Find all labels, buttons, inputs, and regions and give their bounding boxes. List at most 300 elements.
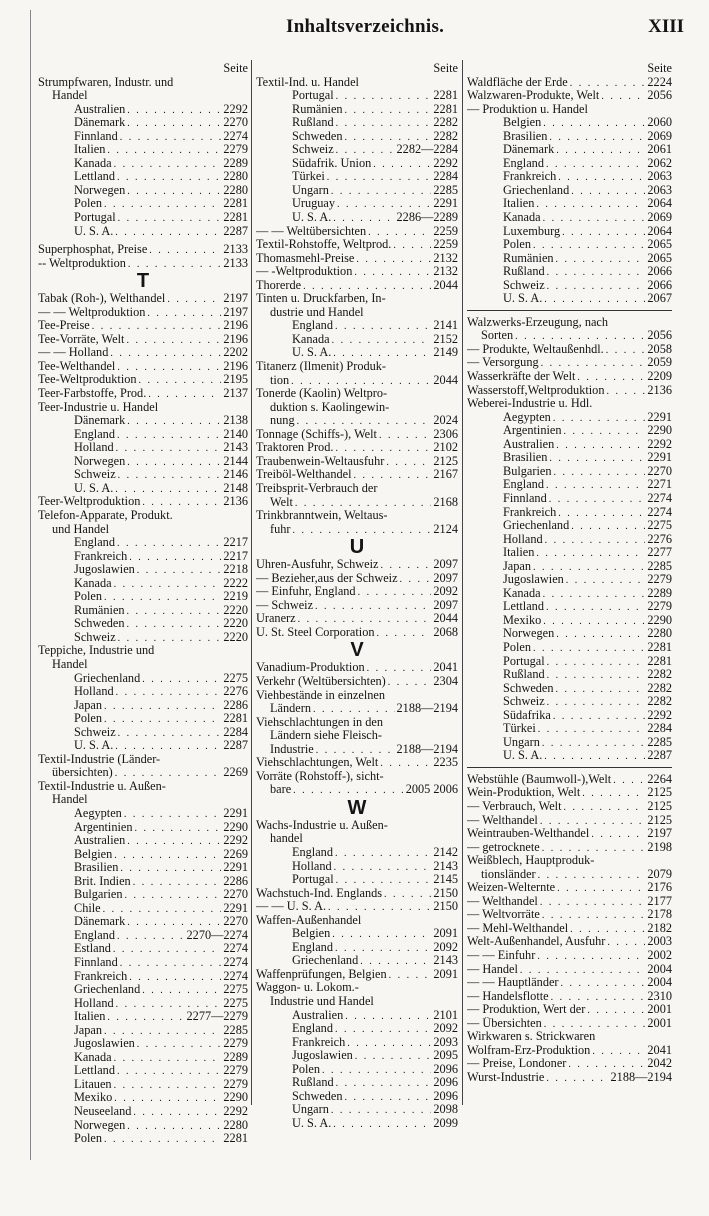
entry-page-number: 2044 [433,373,458,387]
entry-label: Waldfläche der Erde [467,75,568,89]
dot-leader [114,1052,222,1065]
entry-page-number: 2284 [647,722,672,736]
index-entry [256,374,458,388]
index-entry [256,509,458,523]
entry-label: Türkei [503,722,536,736]
dot-leader [544,750,645,763]
entry-page-number: 2056 [647,89,672,103]
index-entry [38,644,248,658]
dot-leader [368,226,431,239]
index-entry [38,821,248,835]
dot-leader [137,564,222,577]
entry-label: Polen [74,712,103,726]
entry-page-number: 2285 [433,183,458,197]
index-entry [38,306,248,320]
entry-page-number: 2137 [223,387,248,401]
index-entry [467,935,672,949]
dot-leader [328,901,431,914]
entry-page-number: 2152 [433,332,458,346]
index-entry [467,614,672,628]
entry-page-number: 2292 [223,834,248,848]
entry-page-number: 2279 [223,143,248,157]
entry-page-number: 2290 [647,613,672,627]
dot-leader [571,520,645,533]
index-entry [38,346,248,360]
entry-label: Tee-Vorräte, Welt [38,332,125,346]
index-entry [467,627,672,641]
entry-page-number: 2276 [223,685,248,699]
index-entry [38,848,248,862]
index-entry [256,319,458,333]
entry-label: Holland [503,532,543,546]
dot-leader [556,253,646,266]
dot-leader [544,1018,646,1031]
dot-leader [303,280,431,293]
index-entry [467,465,672,479]
entry-label: Kanada [74,576,112,590]
entry-label: Südafrik. Union [292,156,372,170]
index-entry [38,793,248,807]
entry-label: Uranerz [256,612,296,626]
index-entry [38,875,248,889]
entry-label: Kanada [292,332,330,346]
entry-page-number: 2097 [433,558,458,572]
index-entry [38,333,248,347]
entry-label: Wachs-Industrie u. Außen- [256,818,388,832]
entry-label: Tee-Preise [38,319,90,333]
entry-label: duktion s. Kaolingewin- [270,400,390,414]
entry-label: Wolfram-Erz-Produktion [467,1043,591,1057]
entry-label: Wurst-Industrie [467,1070,545,1084]
entry-label: Brasilien [74,861,119,875]
entry-label: Griechenland [74,671,141,685]
dot-leader [322,1064,431,1077]
section-letter: V [350,639,364,662]
entry-page-number: 2056 [647,329,672,343]
dot-leader [149,244,221,257]
index-entry [256,626,458,640]
dot-leader [549,493,646,506]
entry-page-number: 2289 [223,156,248,170]
dot-leader [331,1104,432,1117]
index-entry [467,546,672,560]
index-entry [38,414,248,428]
dot-leader [117,361,221,374]
dot-leader [117,537,221,550]
dot-leader [127,916,221,929]
index-entry [467,1044,672,1058]
entry-label: Italien [74,143,106,157]
entry-page-number: 2275 [647,519,672,533]
entry-page-number: 2041 [433,661,458,675]
entry-label: Aegypten [74,806,122,820]
index-entry [467,881,672,895]
entry-label: Kanada [74,156,112,170]
index-entry [38,468,248,482]
entry-label: — getrocknete [467,840,540,854]
index-entry [467,292,672,306]
entry-page-number: 2290 [223,820,248,834]
section-rule [467,767,672,768]
index-entry [467,492,672,506]
entry-label: Lettland [74,170,115,184]
entry-label: U. S. A. [503,749,543,763]
index-entry [467,438,672,452]
entry-label: — — Holland [38,346,109,360]
entry-label: Tinten u. Druckfarben, In- [256,292,386,306]
index-entry [256,103,458,117]
dot-leader [104,1025,221,1038]
index-entry [38,766,248,780]
entry-label: Wirkwaren s. Strickwaren [467,1030,596,1044]
index-entry [256,116,458,130]
index-entry [38,550,248,564]
entry-page-number: 2005 2006 [405,783,458,797]
index-entry [256,76,458,90]
dot-leader [118,212,222,225]
page-number: XIII [648,16,684,37]
dot-leader [333,1118,431,1131]
dot-leader [570,923,645,936]
dot-leader [556,683,646,696]
entry-page-number: 2069 [647,211,672,225]
entry-label: Polen [74,590,103,604]
dot-leader [114,1092,221,1105]
entry-label: Italien [74,1010,106,1024]
entry-page-number: 2079 [647,867,672,881]
entry-label: Textil-Ind. u. Handel [256,75,359,89]
dot-leader [355,1050,432,1063]
dot-leader [334,861,432,874]
index-entry [256,612,458,626]
dot-leader [139,374,222,387]
entry-label: — Welthandel [467,894,538,908]
entry-page-number: 2219 [223,590,248,604]
entry-page-number: 2097 [433,571,458,585]
entry-page-number: 2284 [223,725,248,739]
entry-label: Teer-Industrie u. Handel [38,400,159,414]
dot-leader [104,591,221,604]
entry-label: nung [270,414,295,428]
index-entry [38,672,248,686]
dot-leader [336,144,395,157]
entry-label: Holland [292,859,332,873]
entry-page-number: 2220 [223,617,248,631]
index-entry [467,922,672,936]
entry-label: Polen [503,238,532,252]
entry-page-number: 2133 [223,243,248,257]
index-entry [467,506,672,520]
entry-page-number: 2044 [433,612,458,626]
dot-leader [120,957,222,970]
entry-page-number: 2067 [647,292,672,306]
entry-page-number: 2224 [647,75,672,89]
entry-label: U. S. A. [503,292,543,306]
entry-page-number: 2125 [647,786,672,800]
entry-page-number: 2095 [433,1049,458,1063]
dot-leader [561,977,646,990]
entry-page-number: 2269 [223,766,248,780]
index-entry [256,819,458,833]
dot-leader [601,90,645,103]
entry-page-number: 2132 [433,265,458,279]
index-entry [467,279,672,293]
entry-page-number: 2091 [433,967,458,981]
dot-leader [345,104,432,117]
entry-label: Ungarn [503,735,540,749]
entry-page-number: 2287 [223,739,248,753]
entry-label: — Produktion, Wert der [467,1003,586,1017]
dot-leader [127,117,221,130]
entry-page-number: 2281 [433,89,458,103]
dot-leader [118,469,222,482]
entry-label: Wein-Produktion, Welt [467,786,581,800]
index-entry [256,783,458,797]
entry-page-number: 2141 [433,319,458,333]
entry-page-number: 2282—2284 [396,143,458,157]
entry-label: U. S. A. [292,211,332,225]
dot-leader [142,496,221,509]
dot-leader [587,1004,645,1017]
entry-label: Südafrika [503,708,551,722]
index-entry [467,343,672,357]
index-entry [38,861,248,875]
entry-label: — Produktion u. Handel [467,102,588,116]
dot-leader [606,344,646,357]
entry-page-number: 2093 [433,1035,458,1049]
entry-label: Teer-Weltproduktion [38,495,141,509]
entry-label: Finnland [74,956,118,969]
dot-leader [607,936,645,949]
seite-column-header: Seite [433,62,458,75]
entry-label: Tee-Welthandel [38,359,116,373]
entry-page-number: 2143 [433,954,458,968]
dot-leader [331,185,432,198]
entry-label: Polen [74,197,103,211]
index-entry [38,225,248,239]
index-entry [256,887,458,901]
index-entry [256,702,458,716]
entry-page-number: 2280 [223,1118,248,1132]
entry-page-number: 2281 [647,640,672,654]
index-entry [256,1117,458,1131]
dot-leader [345,131,432,144]
entry-page-number: 2217 [223,549,248,563]
index-entry [256,211,458,225]
dot-leader [562,226,645,239]
index-entry [38,577,248,591]
entry-page-number: 2003 [647,935,672,949]
entry-label: Teppiche, Industrie und [38,644,155,658]
entry-page-number: 2275 [223,671,248,685]
entry-label: Polen [74,1132,103,1146]
entry-label: Norwegen [503,627,555,641]
entry-label: Handel [52,793,88,807]
entry-page-number: 2271 [647,478,672,492]
entry-label: Schweiz [74,725,116,739]
entry-label: Dänemark [74,414,126,428]
entry-label: Waffen-Außenhandel [256,913,362,927]
entry-label: Norwegen [74,1118,126,1132]
entry-page-number: 2041 [647,1043,672,1057]
entry-label: Frankreich [503,170,557,184]
entry-label: Trinkbranntwein, Weltaus- [256,509,388,523]
dot-leader [327,171,432,184]
dot-leader [546,158,645,171]
entry-label: Griechenland [74,983,141,997]
dot-leader [546,479,645,492]
entry-label: Rußland [292,1076,334,1090]
index-entry [467,1003,672,1017]
index-entry [38,590,248,604]
index-entry [467,116,672,130]
entry-page-number: 2144 [223,454,248,468]
entry-page-number: 2270 [647,464,672,478]
entry-page-number: 2004 [647,962,672,976]
index-entry [38,103,248,117]
entry-label: Bulgarien [503,464,552,478]
column-divider [462,60,463,1105]
entry-label: Jugoslawien [74,1037,135,1051]
entry-label: Mexiko [74,1091,113,1105]
entry-label: Brit. Indien [74,874,131,888]
entry-label: Griechenland [292,954,359,968]
dot-leader [107,1011,184,1024]
entry-page-number: 2279 [223,1037,248,1051]
dot-leader [547,280,646,293]
entry-label: — Bezieher,aus der Schweiz [256,571,398,585]
index-entry [38,495,248,509]
entry-label: England [292,319,333,333]
entry-page-number: 2202 [223,346,248,360]
index-entry [467,252,672,266]
dot-leader [549,452,645,465]
index-entry [256,873,458,887]
entry-label: Lettland [74,1064,115,1078]
entry-label: Ungarn [292,1103,329,1117]
index-entry [38,1119,248,1133]
index-entry [38,482,248,496]
entry-label: Treibsprit-Verbrauch der [256,481,378,495]
entry-page-number: 2281 [433,102,458,116]
entry-page-number: 2091 [433,927,458,941]
index-entry [256,558,458,572]
entry-label: Thorerde [256,278,302,292]
dot-leader [116,686,222,699]
index-entry [38,89,248,103]
dot-leader [117,1065,221,1078]
entry-label: Treiböl-Welthandel [256,468,352,482]
seite-column-header: Seite [647,62,672,75]
entry-label: Portugal [503,654,545,668]
index-entry [38,929,248,943]
entry-page-number: 2274 [223,969,248,983]
index-column-2 [256,62,458,1130]
dot-leader [92,320,222,333]
entry-page-number: 2279 [647,600,672,614]
entry-label: Wachstuch-Ind. Englands [256,886,383,900]
index-entry [256,238,458,252]
entry-label: Titanerz (Ilmenit) Produk- [256,360,387,374]
index-entry [256,689,458,703]
index-entry [467,641,672,655]
index-entry [38,428,248,442]
entry-label: U. S. A. [74,739,114,753]
index-entry [256,455,458,469]
entry-label: Walzwaren-Produkte, Welt [467,89,600,103]
entry-page-number: 2096 [433,1062,458,1076]
index-entry [38,739,248,753]
index-entry [256,900,458,914]
entry-label: — Handelsflotte [467,989,549,1003]
entry-label: Australien [503,437,555,451]
entry-label: Ungarn [292,183,329,197]
entry-label: — Schweiz [256,598,314,612]
index-entry [256,1036,458,1050]
entry-page-number: 2148 [223,481,248,495]
index-entry [38,1024,248,1038]
entry-page-number: 2062 [647,156,672,170]
entry-page-number: 2197 [223,305,248,319]
entry-label: Italien [503,546,535,560]
entry-page-number: 2178 [647,908,672,922]
entry-page-number: 2132 [433,251,458,265]
entry-label: England [292,940,333,954]
section-letter: T [136,270,150,293]
entry-label: dustrie und Handel [270,305,364,319]
dot-leader [142,673,221,686]
entry-label: Türkei [292,170,325,184]
dot-leader [520,964,646,977]
index-entry [256,675,458,689]
index-entry [38,536,248,550]
dot-leader [542,909,646,922]
index-entry [467,451,672,465]
index-entry [38,888,248,902]
dot-leader [104,713,221,726]
dot-leader [332,928,431,941]
entry-page-number: 2270 [223,915,248,929]
section-letter: U [349,536,365,559]
entry-page-number: 2282 [647,668,672,682]
entry-page-number: 2102 [433,441,458,455]
page-header [36,16,686,44]
index-entry [256,482,458,496]
index-entry [256,401,458,415]
dot-leader [538,869,646,882]
dot-leader [557,882,645,895]
entry-page-number: 2220 [223,603,248,617]
index-entry [256,265,458,279]
dot-leader [543,117,645,130]
entry-page-number: 2291 [647,451,672,465]
index-entry [256,927,458,941]
index-entry [467,1057,672,1071]
index-entry [467,963,672,977]
entry-label: Uhren-Ausfuhr, Schweiz [256,558,379,572]
dot-leader [388,676,432,689]
index-entry [467,1030,672,1044]
index-entry [256,1103,458,1117]
dot-leader [345,1010,431,1023]
index-entry [256,89,458,103]
index-entry [38,243,248,257]
index-entry [38,902,248,916]
entry-page-number: 2281 [647,654,672,668]
entry-label: Mexiko [503,613,542,627]
dot-leader [354,266,431,279]
entry-page-number: 2276 [647,532,672,546]
